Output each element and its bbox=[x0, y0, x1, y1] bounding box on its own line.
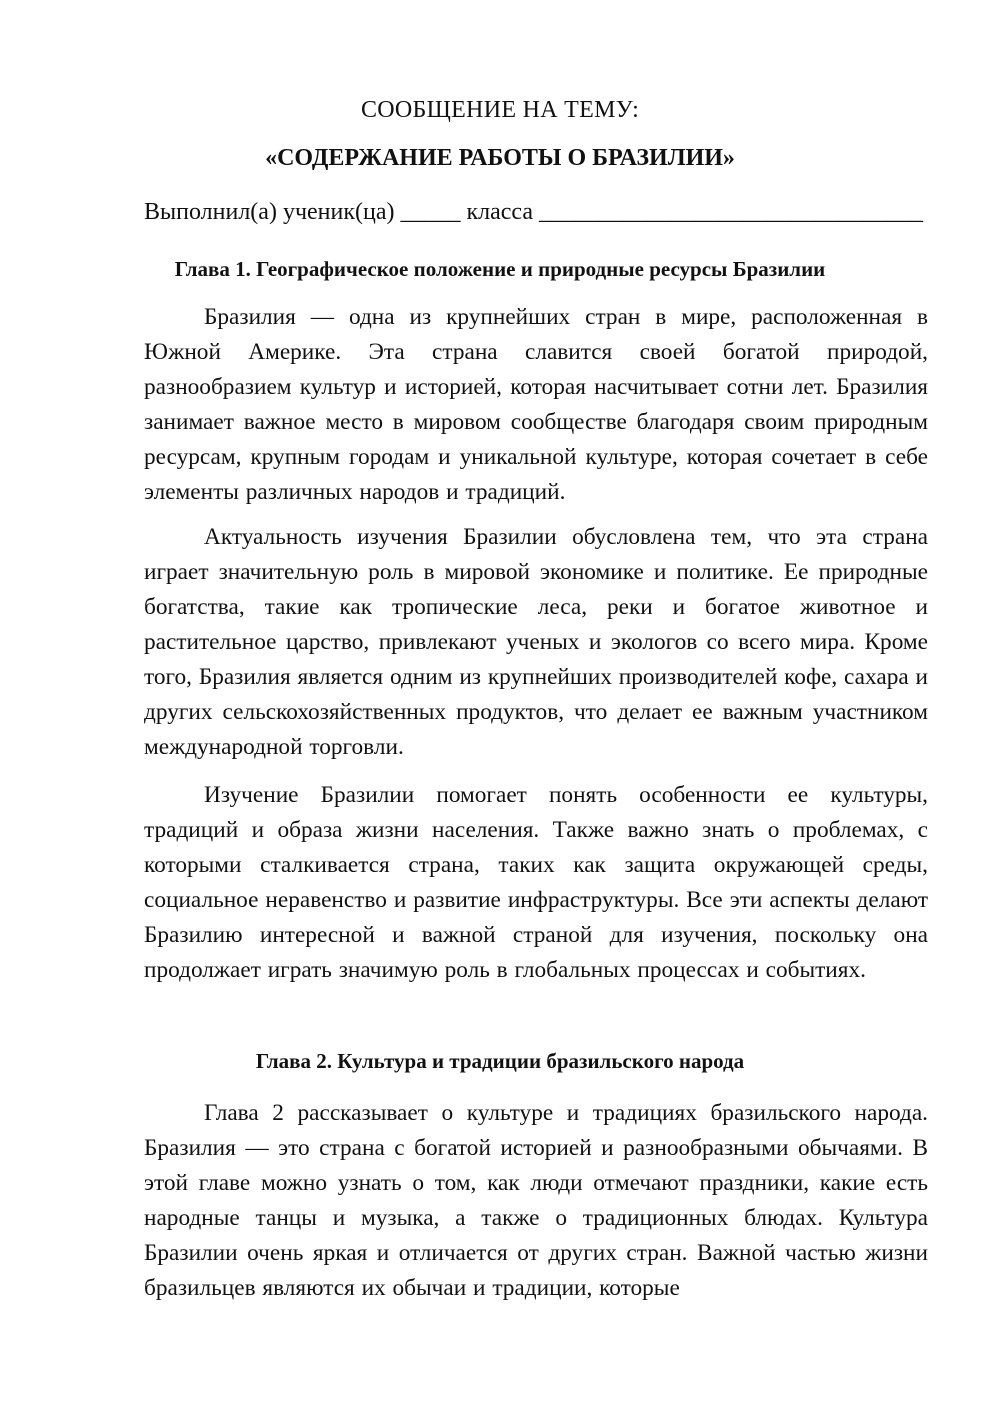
chapter2-paragraph-1: Глава 2 рассказывает о культуре и традициях бразильского народа. Бразилия — это страна с богатой историей и разнообразными обычаями. В этой главе можно узнать о том, как люди отмечают праздники, какие есть народные танцы и музыка, а также о традиционных блюдах. Культура Бразилии очень яркая и отличается от других стран. Важной частью жизни бразильцев являются их обычаи и традиции, которые bbox=[144, 1100, 928, 1301]
chapter2-heading: Глава 2. Культура и традиции бразильского народа bbox=[255, 1049, 745, 1073]
chapter1-paragraph-3: Изучение Бразилии помогает понять особенности ее культуры, традиций и образа жизни населения. Также важно знать о проблемах, с которыми сталкивается страна, таких как защита окружающей среды, социальное неравенство и развитие инфраструктуры. Все эти аспекты делают Бразилию интересной и важной страной для изучения, поскольку она продолжает играть значимую роль в глобальных процессах и событиях. bbox=[144, 782, 928, 983]
chapter1-paragraph-1: Бразилия — одна из крупнейших стран в мире, расположенная в Южной Америке. Эта страна славится своей богатой природой, разнообразием культур и историей, которая насчитывает сотни лет. Бразилия занимает важное место в мировом сообществе благодаря своим природным ресурсам, крупным городам и уникальной культуре, которая сочетает в себе элементы различных народов и традиций. bbox=[144, 304, 928, 505]
chapter1-paragraph-2: Актуальность изучения Бразилии обусловлена тем, что эта страна играет значительную роль в мировой экономике и политике. Ее природные богатства, такие как тропические леса, реки и богатое животное и растительное царство, привлекают ученых и экологов со всего мира. Кроме того, Бразилия является одним из крупнейших производителей кофе, сахара и других сельскохозяйственных продуктов, что делает ее важным участником международной торговли. bbox=[144, 524, 928, 760]
document-title-line2: «СОДЕРЖАНИЕ РАБОТЫ О БРАЗИЛИИ» bbox=[265, 145, 735, 171]
performer-line: Выполнил(а) ученик(ца) _____ класса ________________________________ bbox=[144, 199, 924, 225]
chapter1-heading: Глава 1. Географическое положение и природные ресурсы Бразилии bbox=[174, 257, 826, 281]
document-title-line1: СООБЩЕНИЕ НА ТЕМУ: bbox=[360, 97, 640, 123]
